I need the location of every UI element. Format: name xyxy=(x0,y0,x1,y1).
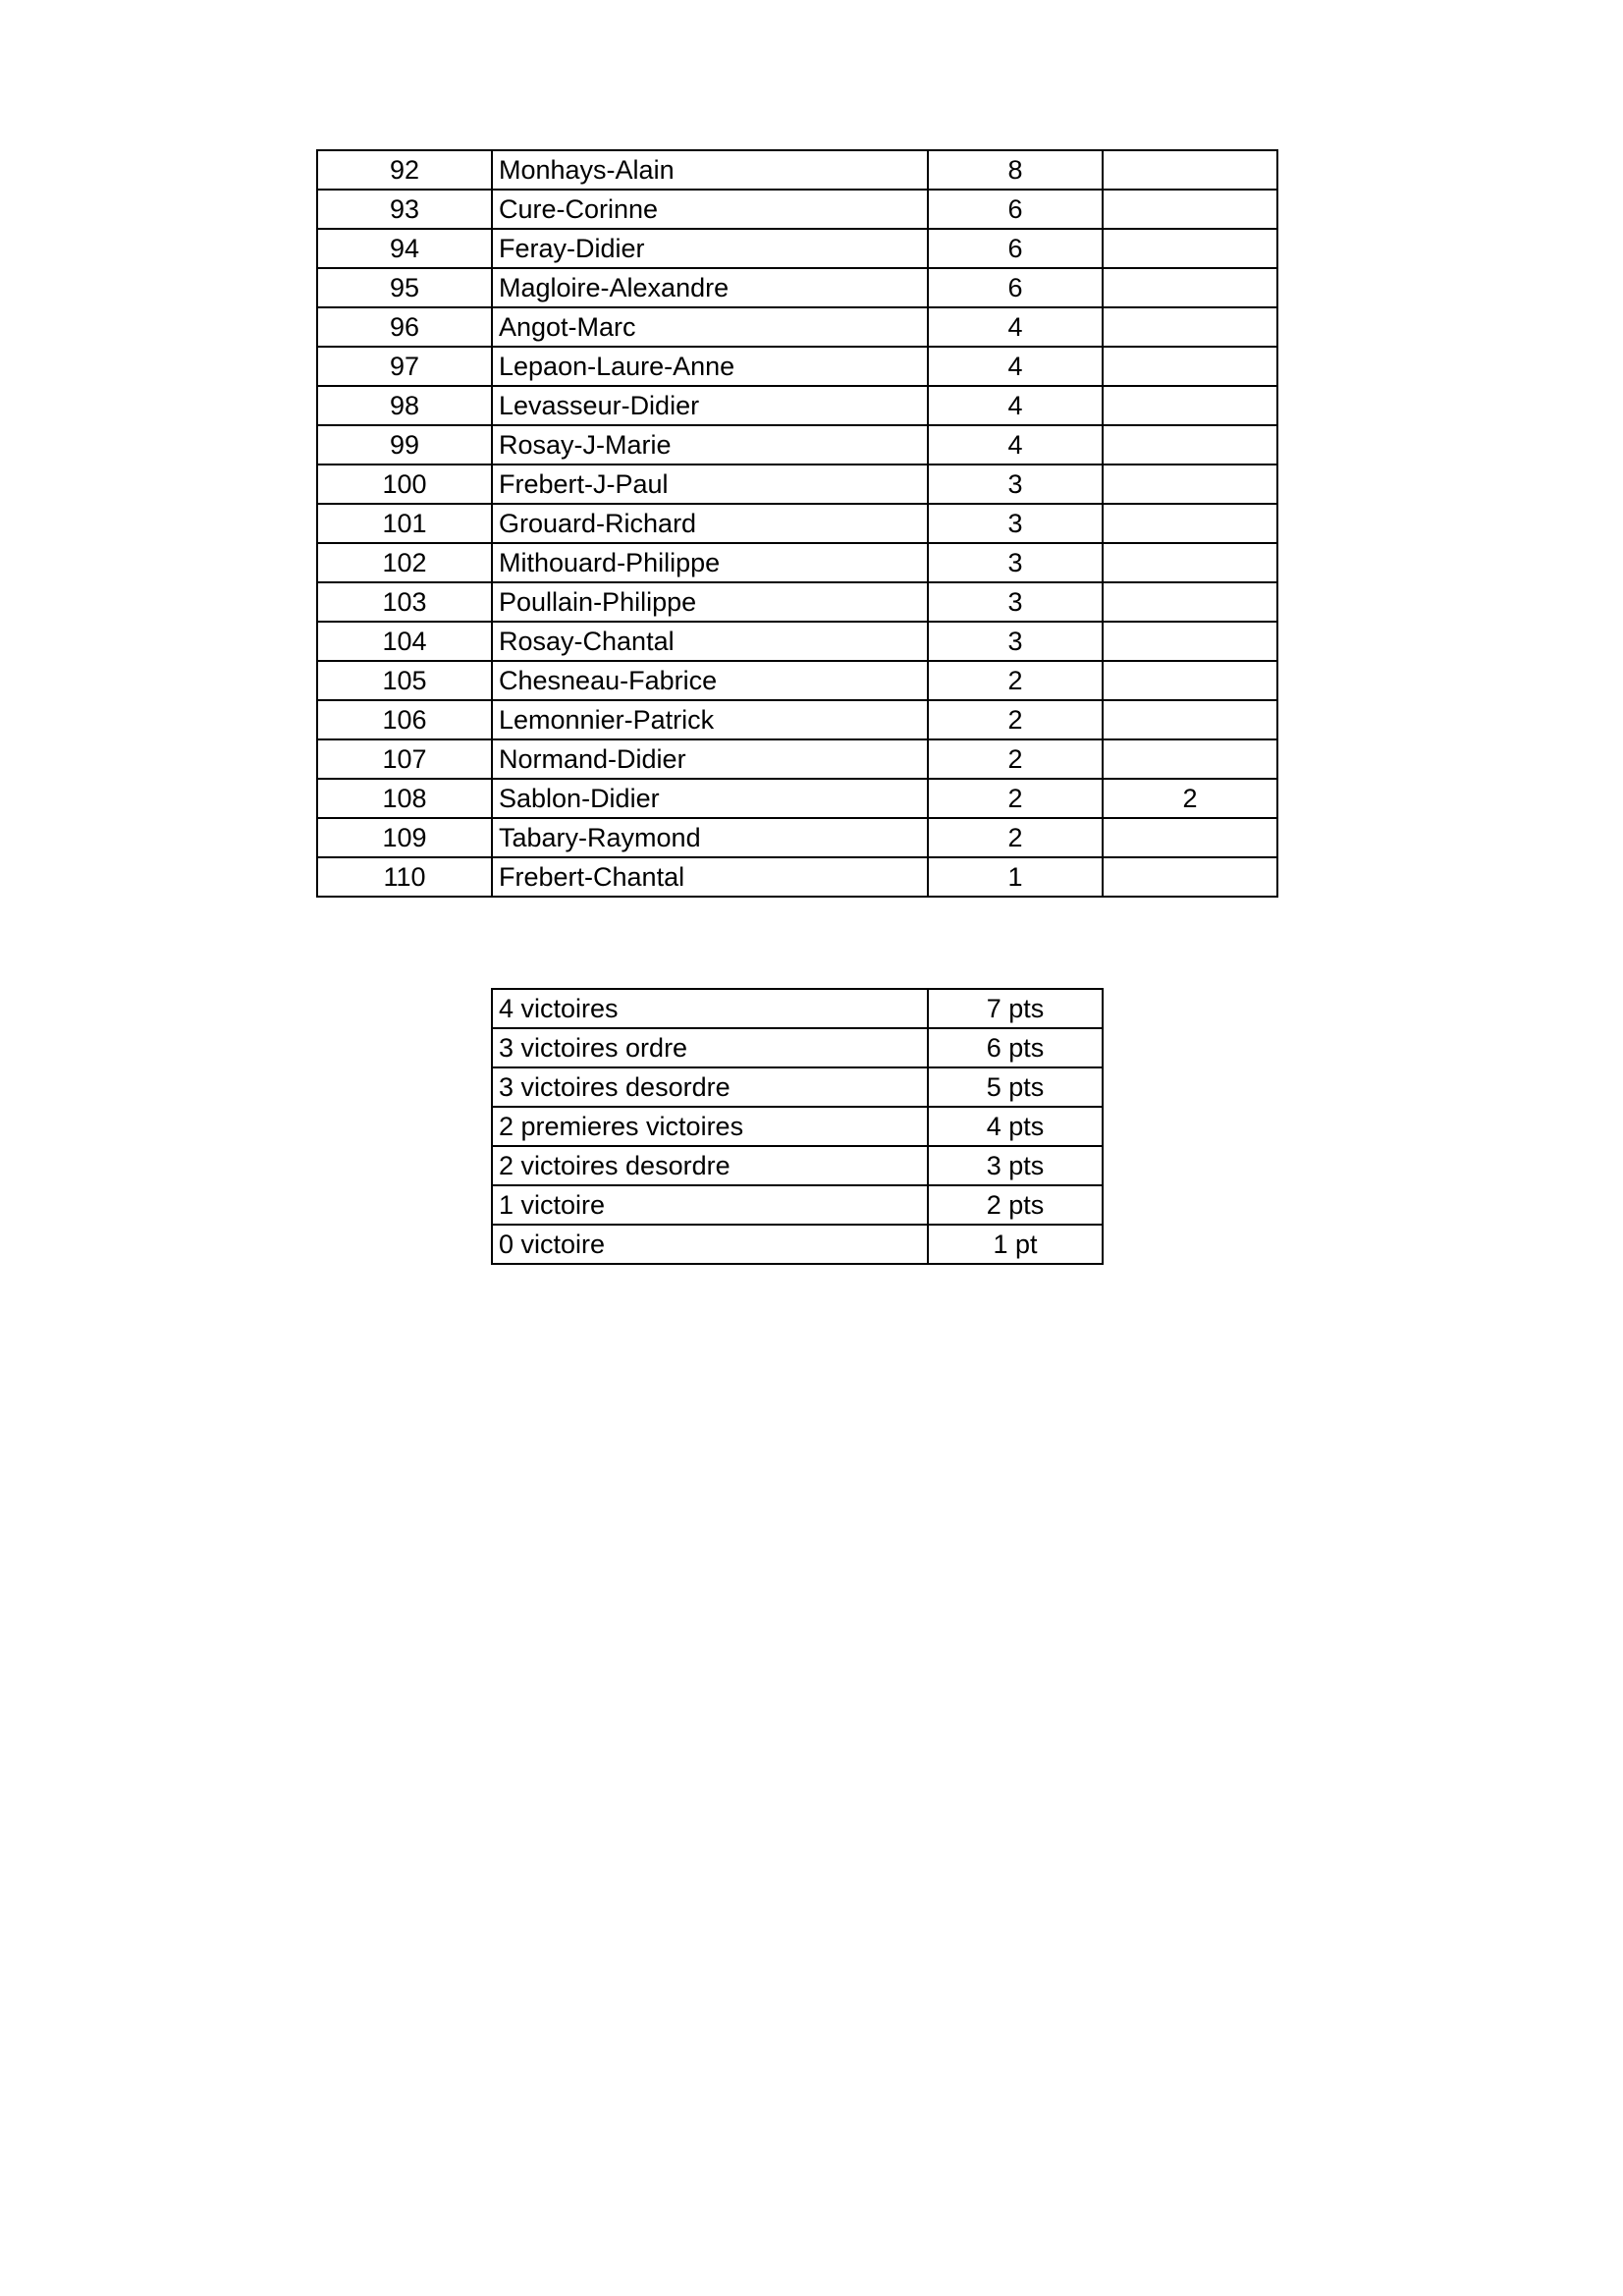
rank-cell: 103 xyxy=(317,582,492,622)
score-cell: 3 xyxy=(928,543,1103,582)
rank-cell: 98 xyxy=(317,386,492,425)
points-label-cell: 3 victoires desordre xyxy=(492,1067,928,1107)
rank-cell: 102 xyxy=(317,543,492,582)
extra-cell xyxy=(1103,622,1277,661)
score-cell: 3 xyxy=(928,622,1103,661)
rank-cell: 100 xyxy=(317,465,492,504)
rank-cell: 94 xyxy=(317,229,492,268)
rank-cell: 96 xyxy=(317,307,492,347)
extra-cell xyxy=(1103,504,1277,543)
score-cell: 3 xyxy=(928,465,1103,504)
table-row xyxy=(317,190,1277,229)
extra-cell xyxy=(1103,347,1277,386)
score-cell: 4 xyxy=(928,307,1103,347)
table-row xyxy=(317,857,1277,897)
table-row xyxy=(492,1067,1103,1107)
score-cell: 4 xyxy=(928,425,1103,465)
player-name-cell: Feray-Didier xyxy=(492,229,928,268)
extra-cell: 2 xyxy=(1103,779,1277,818)
table-row xyxy=(317,779,1277,818)
player-name-cell: Monhays-Alain xyxy=(492,150,928,190)
score-cell: 6 xyxy=(928,229,1103,268)
points-label-cell: 1 victoire xyxy=(492,1185,928,1225)
extra-cell xyxy=(1103,190,1277,229)
points-value-cell: 7 pts xyxy=(928,989,1103,1028)
player-name-cell: Grouard-Richard xyxy=(492,504,928,543)
extra-cell xyxy=(1103,857,1277,897)
rank-cell: 104 xyxy=(317,622,492,661)
player-name-cell: Levasseur-Didier xyxy=(492,386,928,425)
player-name-cell: Cure-Corinne xyxy=(492,190,928,229)
extra-cell xyxy=(1103,739,1277,779)
table-row xyxy=(492,989,1103,1028)
player-name-cell: Rosay-Chantal xyxy=(492,622,928,661)
extra-cell xyxy=(1103,425,1277,465)
table-row xyxy=(317,425,1277,465)
extra-cell xyxy=(1103,268,1277,307)
rank-cell: 97 xyxy=(317,347,492,386)
table-row xyxy=(317,268,1277,307)
player-name-cell: Poullain-Philippe xyxy=(492,582,928,622)
table-row xyxy=(317,347,1277,386)
extra-cell xyxy=(1103,307,1277,347)
points-value-cell: 5 pts xyxy=(928,1067,1103,1107)
score-cell: 2 xyxy=(928,818,1103,857)
table-row xyxy=(317,700,1277,739)
table-row xyxy=(492,1107,1103,1146)
points-value-cell: 6 pts xyxy=(928,1028,1103,1067)
rank-cell: 101 xyxy=(317,504,492,543)
points-value-cell: 1 pt xyxy=(928,1225,1103,1264)
table-row xyxy=(317,504,1277,543)
rank-cell: 108 xyxy=(317,779,492,818)
player-name-cell: Mithouard-Philippe xyxy=(492,543,928,582)
points-scale-body xyxy=(492,989,1103,1264)
score-cell: 2 xyxy=(928,700,1103,739)
points-scale-table xyxy=(491,988,1104,1265)
player-name-cell: Magloire-Alexandre xyxy=(492,268,928,307)
score-cell: 6 xyxy=(928,190,1103,229)
rank-cell: 110 xyxy=(317,857,492,897)
table-row xyxy=(317,150,1277,190)
table-row xyxy=(317,229,1277,268)
points-label-cell: 2 premieres victoires xyxy=(492,1107,928,1146)
points-value-cell: 4 pts xyxy=(928,1107,1103,1146)
ranking-table-body xyxy=(317,150,1277,897)
score-cell: 4 xyxy=(928,386,1103,425)
table-row xyxy=(317,465,1277,504)
extra-cell xyxy=(1103,465,1277,504)
rank-cell: 92 xyxy=(317,150,492,190)
score-cell: 4 xyxy=(928,347,1103,386)
extra-cell xyxy=(1103,661,1277,700)
score-cell: 3 xyxy=(928,504,1103,543)
table-row xyxy=(492,1028,1103,1067)
score-cell: 6 xyxy=(928,268,1103,307)
extra-cell xyxy=(1103,543,1277,582)
table-row xyxy=(317,582,1277,622)
points-value-cell: 3 pts xyxy=(928,1146,1103,1185)
points-label-cell: 4 victoires xyxy=(492,989,928,1028)
score-cell: 2 xyxy=(928,661,1103,700)
points-label-cell: 2 victoires desordre xyxy=(492,1146,928,1185)
table-row xyxy=(317,307,1277,347)
score-cell: 3 xyxy=(928,582,1103,622)
table-row xyxy=(317,818,1277,857)
rank-cell: 99 xyxy=(317,425,492,465)
player-name-cell: Angot-Marc xyxy=(492,307,928,347)
score-cell: 1 xyxy=(928,857,1103,897)
extra-cell xyxy=(1103,582,1277,622)
player-name-cell: Rosay-J-Marie xyxy=(492,425,928,465)
rank-cell: 109 xyxy=(317,818,492,857)
table-row xyxy=(317,739,1277,779)
table-row xyxy=(492,1225,1103,1264)
extra-cell xyxy=(1103,229,1277,268)
points-label-cell: 3 victoires ordre xyxy=(492,1028,928,1067)
player-name-cell: Tabary-Raymond xyxy=(492,818,928,857)
score-cell: 8 xyxy=(928,150,1103,190)
score-cell: 2 xyxy=(928,779,1103,818)
extra-cell xyxy=(1103,818,1277,857)
player-name-cell: Frebert-J-Paul xyxy=(492,465,928,504)
extra-cell xyxy=(1103,386,1277,425)
table-row xyxy=(492,1146,1103,1185)
score-cell: 2 xyxy=(928,739,1103,779)
player-name-cell: Lemonnier-Patrick xyxy=(492,700,928,739)
rank-cell: 93 xyxy=(317,190,492,229)
player-name-cell: Chesneau-Fabrice xyxy=(492,661,928,700)
table-row xyxy=(317,622,1277,661)
rank-cell: 105 xyxy=(317,661,492,700)
table-row xyxy=(317,661,1277,700)
points-value-cell: 2 pts xyxy=(928,1185,1103,1225)
table-row xyxy=(317,386,1277,425)
table-row xyxy=(492,1185,1103,1225)
points-label-cell: 0 victoire xyxy=(492,1225,928,1264)
rank-cell: 95 xyxy=(317,268,492,307)
extra-cell xyxy=(1103,150,1277,190)
ranking-table xyxy=(316,149,1278,898)
player-name-cell: Normand-Didier xyxy=(492,739,928,779)
player-name-cell: Frebert-Chantal xyxy=(492,857,928,897)
player-name-cell: Sablon-Didier xyxy=(492,779,928,818)
rank-cell: 106 xyxy=(317,700,492,739)
extra-cell xyxy=(1103,700,1277,739)
rank-cell: 107 xyxy=(317,739,492,779)
table-row xyxy=(317,543,1277,582)
player-name-cell: Lepaon-Laure-Anne xyxy=(492,347,928,386)
